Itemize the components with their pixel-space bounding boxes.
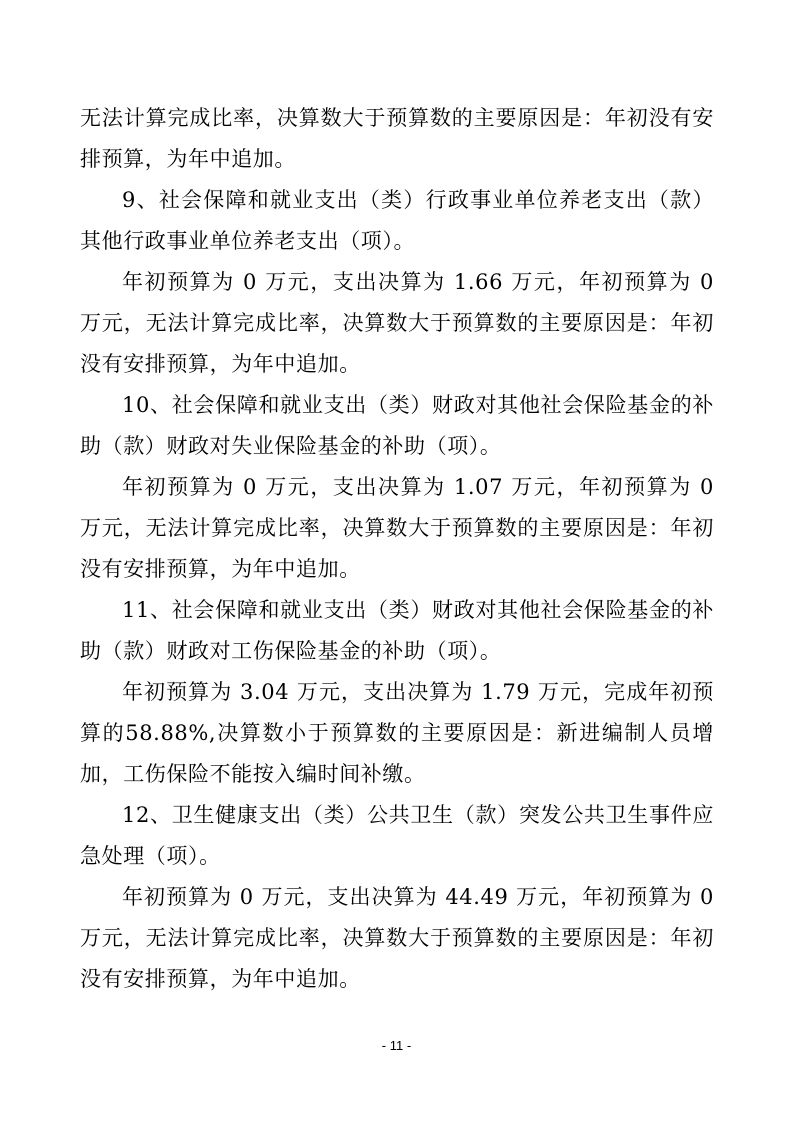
paragraph-item-10-heading: 10、社会保障和就业支出（类）财政对其他社会保险基金的补助（款）财政对失业保险基金的补助（项）。 <box>80 393 714 458</box>
paragraph-item-11-heading: 11、社会保障和就业支出（类）财政对其他社会保险基金的补助（款）财政对工伤保险基金的补助（项）。 <box>80 598 714 663</box>
paragraph-item-12-heading: 12、卫生健康支出（类）公共卫生（款）突发公共卫生事件应急处理（项）。 <box>80 803 714 868</box>
document-body <box>80 98 714 1000</box>
paragraph-continuation: 无法计算完成比率，决算数大于预算数的主要原因是：年初没有安排预算，为年中追加。 <box>80 106 714 171</box>
paragraph-item-9-detail: 年初预算为 0 万元，支出决算为 1.66 万元，年初预算为 0 万元，无法计算完成比率，决算数大于预算数的主要原因是：年初没有安排预算，为年中追加。 <box>80 270 714 376</box>
page-number: - 11 - <box>381 1038 412 1053</box>
paragraph-item-11-detail: 年初预算为 3.04 万元，支出决算为 1.79 万元，完成年初预算的58.88%,决算数小于预算数的主要原因是：新进编制人员增加，工伤保险不能按入编时间补缴。 <box>80 680 714 786</box>
paragraph-item-10-detail: 年初预算为 0 万元，支出决算为 1.07 万元，年初预算为 0 万元，无法计算完成比率，决算数大于预算数的主要原因是：年初没有安排预算，为年中追加。 <box>80 475 714 581</box>
paragraph-item-9-heading: 9、社会保障和就业支出（类）行政事业单位养老支出（款）其他行政事业单位养老支出（项）。 <box>80 188 714 253</box>
paragraph-item-12-detail: 年初预算为 0 万元，支出决算为 44.49 万元，年初预算为 0 万元，无法计算完成比率，决算数大于预算数的主要原因是：年初没有安排预算，为年中追加。 <box>80 885 714 991</box>
